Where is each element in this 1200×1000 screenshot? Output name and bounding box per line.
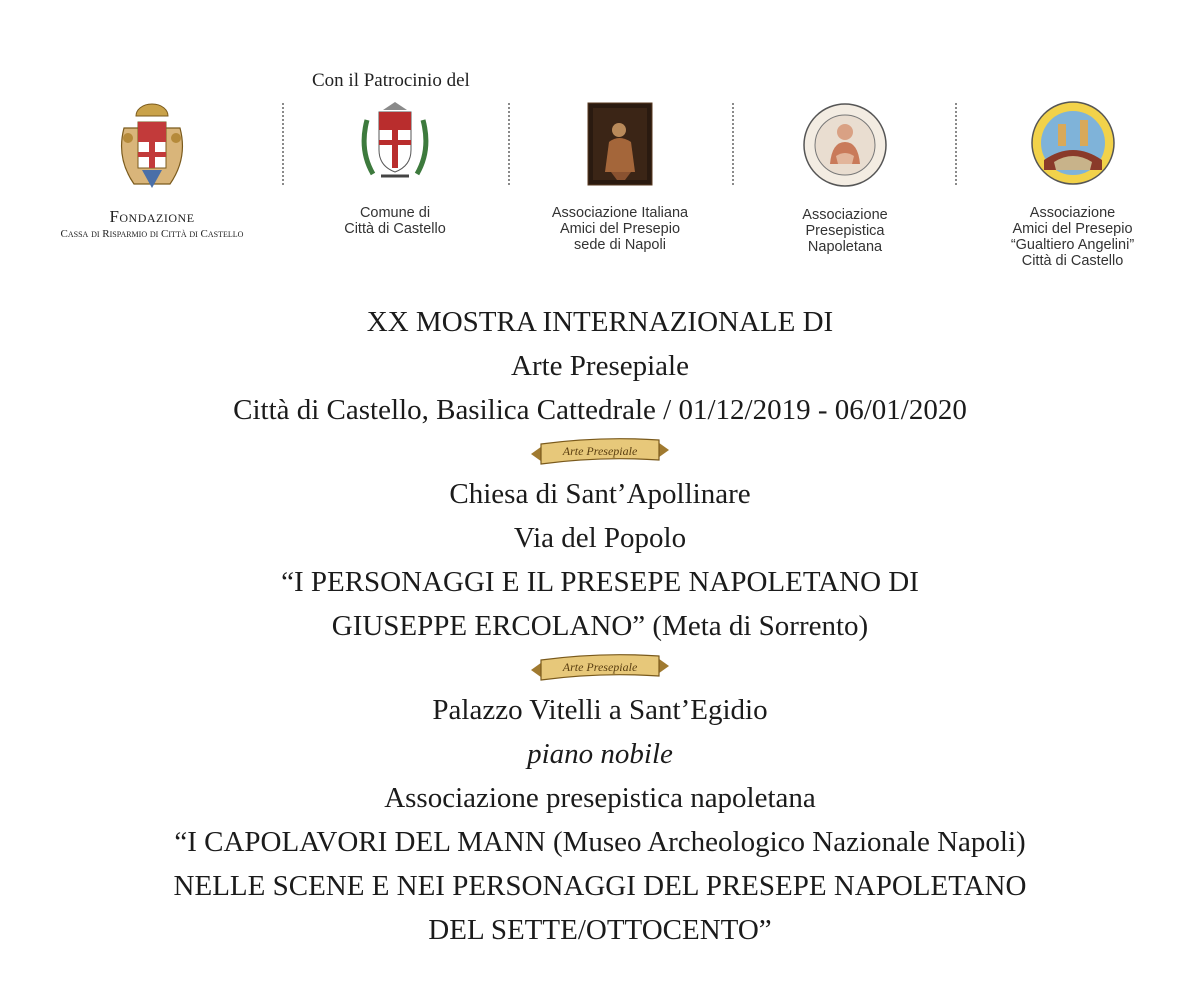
presepistica-seal-icon <box>802 102 888 188</box>
amici-napoli-caption-line: sede di Napoli <box>574 237 666 253</box>
venue2-palace: Palazzo Vitelli a Sant’Egidio <box>432 694 768 726</box>
amici-napoli-caption-line: Amici del Presepio <box>559 221 681 237</box>
logo-comune <box>310 100 480 237</box>
event-subtitle: Arte Presepiale <box>511 350 689 382</box>
ribbon-label: Arte Presepiale <box>562 660 638 674</box>
venue2-title-line: “I CAPOLAVORI DEL MANN (Museo Archeologico Nazionale Napoli) <box>174 826 1026 858</box>
presepistica-caption-line: Associazione <box>802 207 888 223</box>
ribbon-divider <box>0 648 1200 688</box>
foundation-crest-icon <box>112 98 192 198</box>
nativity-figure-icon <box>587 102 653 186</box>
comune-caption-line: Comune di <box>359 205 431 221</box>
venue2-organizer: Associazione presepistica napoletana <box>384 782 816 814</box>
arte-presepiale-ribbon-icon <box>525 650 675 686</box>
amici-napoli-caption-line: Associazione Italiana <box>551 205 689 221</box>
fondazione-subtitle: Cassa di Risparmio di Città di Castello <box>60 228 244 240</box>
venue2-title-line: NELLE SCENE E NEI PERSONAGGI DEL PRESEPE NAPOLETANO <box>173 870 1027 902</box>
angelini-caption-line: “Gualtiero Angelini” <box>1010 237 1135 253</box>
separator <box>732 103 734 185</box>
separator <box>508 103 510 185</box>
angelini-caption-line: Città di Castello <box>1021 253 1124 269</box>
angelini-caption-line: Amici del Presepio <box>1012 221 1133 237</box>
venue1-title-line: GIUSEPPE ERCOLANO” (Meta di Sorrento) <box>331 610 869 642</box>
venue1-street: Via del Popolo <box>513 522 687 554</box>
logo-fondazione <box>52 98 252 240</box>
patronage-label: Con il Patrocinio del <box>312 70 470 91</box>
arte-presepiale-ribbon-icon <box>525 434 675 470</box>
venue2-floor: piano nobile <box>527 738 673 770</box>
logo-presepistica-napoletana <box>770 102 920 255</box>
venue2-title-line: DEL SETTE/OTTOCENTO” <box>428 914 772 946</box>
event-location-dates: Città di Castello, Basilica Cattedrale / 01/12/2019 - 06/01/2020 <box>233 394 967 426</box>
venue1-church: Chiesa di Sant’Apollinare <box>449 478 751 510</box>
presepistica-caption-line: Presepistica <box>805 223 885 239</box>
ribbon-divider <box>0 432 1200 472</box>
comune-caption-line: Città di Castello <box>344 221 446 237</box>
event-title: XX MOSTRA INTERNAZIONALE DI <box>366 306 834 338</box>
presepistica-caption-line: Napoletana <box>807 239 883 255</box>
separator <box>955 103 957 185</box>
logo-amici-presepio-napoli <box>530 102 710 253</box>
gualtiero-angelini-seal-icon <box>1030 100 1116 186</box>
venue1-title-line: “I PERSONAGGI E IL PRESEPE NAPOLETANO DI <box>281 566 919 598</box>
fondazione-name: Fondazione <box>109 207 195 226</box>
event-text-block <box>0 300 1200 952</box>
logo-gualtiero-angelini <box>990 100 1155 269</box>
separator <box>282 103 284 185</box>
angelini-caption-line: Associazione <box>1029 205 1116 221</box>
comune-coat-of-arms-icon <box>359 100 431 184</box>
ribbon-label: Arte Presepiale <box>562 444 638 458</box>
